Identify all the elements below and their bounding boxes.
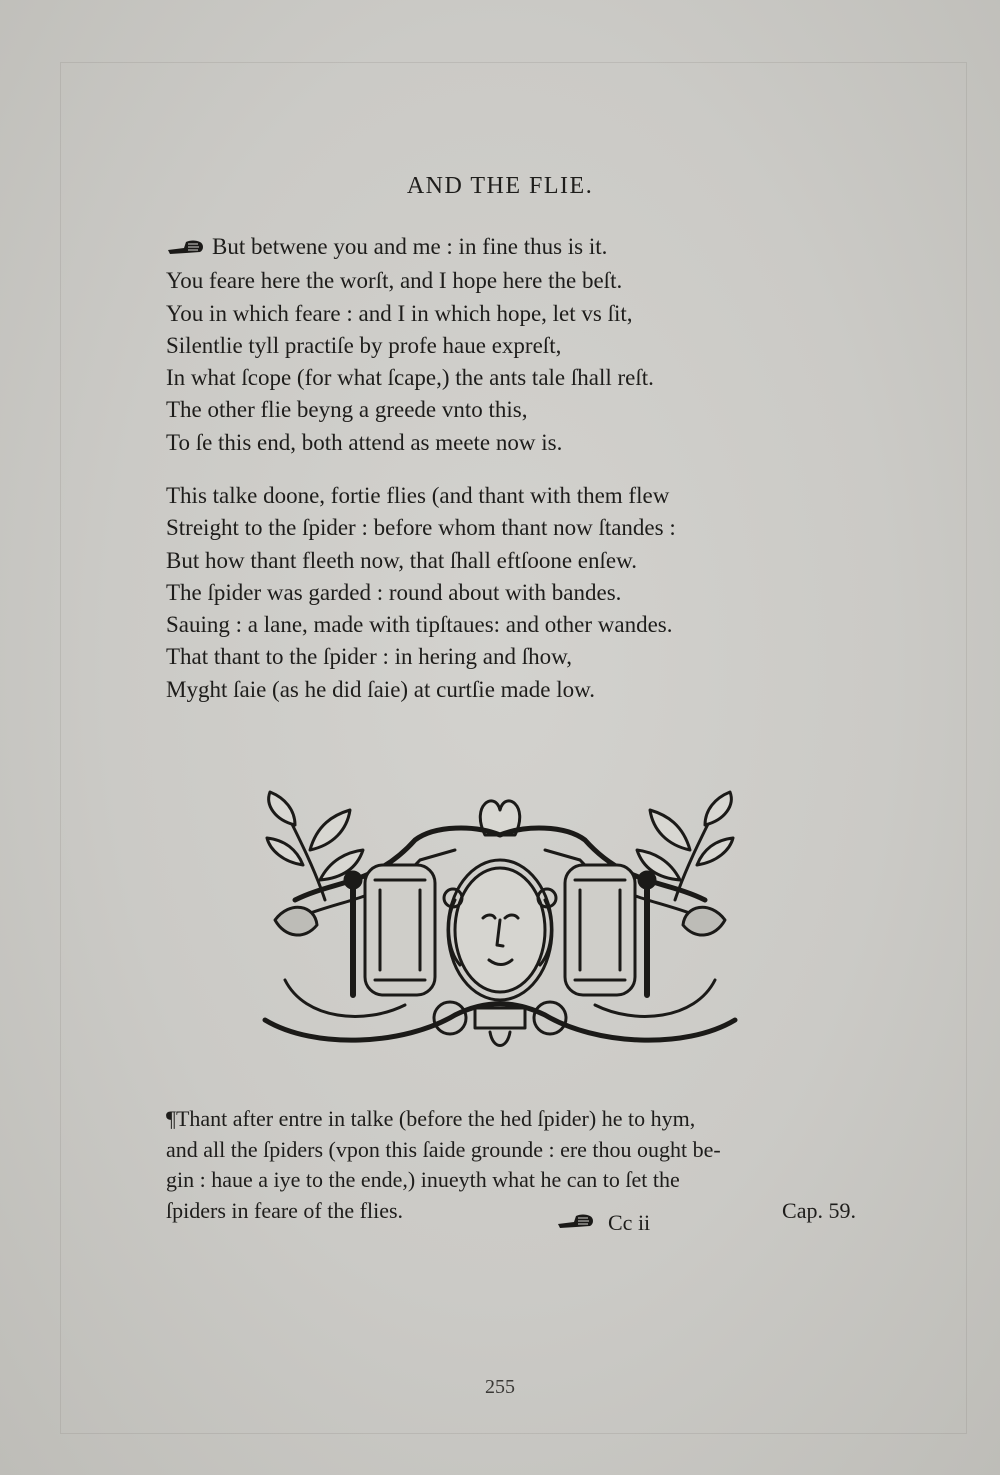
verse-text: But betwene you and me : in fine thus is it. [212,234,608,259]
stanza-1 [166,231,866,459]
verse-line: To ſe this end, both attend as meete now is. [166,429,563,455]
verse-line: Sauing : a lane, made with tipſtaues: and other wandes. [166,612,673,638]
woodcut-ornament [255,780,745,1070]
verse-line: The ſpider was garded : round about with bandes. [166,579,622,605]
verse-line: In what ſcope (for what ſcape,) the ants tale ſhall reſt. [166,365,654,391]
pointing-hand-icon [556,1210,596,1236]
verse-line: But how thant fleeth now, that ſhall eftſoone enſew. [166,547,637,573]
verse-line: That thant to the ſpider : in hering and ſhow, [166,644,573,670]
chapter-summary [166,1104,856,1226]
stanza-2 [166,480,866,706]
page-number: 255 [485,1376,515,1398]
verse-line [166,231,866,265]
chapter-number: Cap. 59. [782,1197,856,1223]
verse-line: You in which feare : and I in which hope, let vs ſit, [166,300,633,326]
signature-mark [556,1210,650,1236]
verse-line: Silentlie tyll practiſe by profe haue expreſt, [166,332,562,358]
running-head: AND THE FLIE. [406,173,594,199]
summary-line: gin : haue a iye to the ende,) inueyth what he can to ſet the [166,1167,680,1192]
verse-line: You feare here the worſt, and I hope here the beſt. [166,268,623,294]
summary-line: ¶Thant after entre in talke (before the hed ſpider) he to hym, [166,1106,696,1131]
verse-line: Myght ſaie (as he did ſaie) at curtſie made low. [166,676,595,702]
summary-line-end: ſpiders in feare of the flies. [166,1197,404,1223]
signature-text: Cc ii [608,1210,651,1235]
verse-line: This talke doone, fortie flies (and thant with them flew [166,483,670,508]
summary-line: and all the ſpiders (vpon this ſaide grounde : ere thou ought be- [166,1136,721,1162]
verse-line: The other flie beyng a greede vnto this, [166,397,528,423]
pointing-hand-icon [166,233,206,265]
summary-last-line [166,1196,856,1227]
verse-line: Streight to the ſpider : before whom thant now ſtandes : [166,515,676,541]
